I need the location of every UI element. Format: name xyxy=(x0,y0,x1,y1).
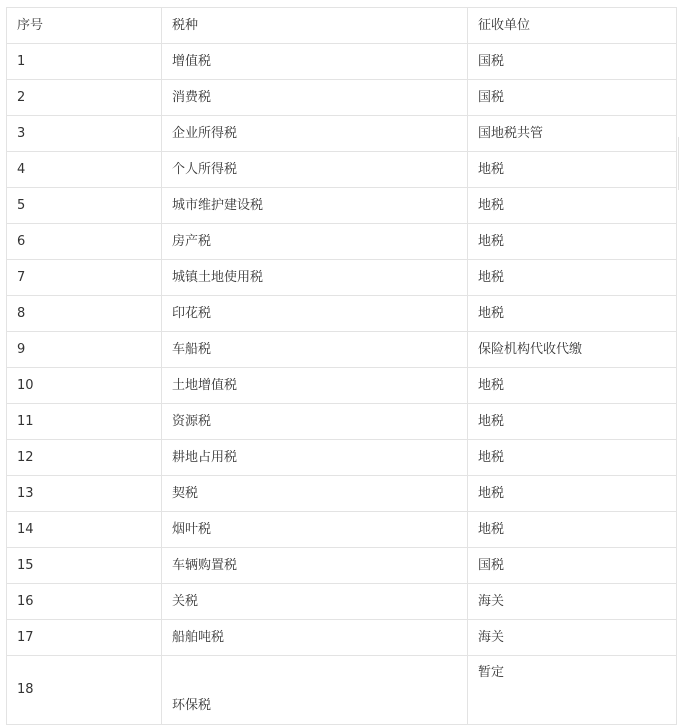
cell-collection-unit: 国税 xyxy=(468,80,677,116)
cell-serial-number: 11 xyxy=(7,404,162,440)
cell-serial-number: 4 xyxy=(7,152,162,188)
cell-collection-unit: 国税 xyxy=(468,44,677,80)
cell-collection-unit: 暂定 xyxy=(468,656,677,725)
cell-tax-type: 契税 xyxy=(162,476,468,512)
cell-collection-unit: 保险机构代收代缴 xyxy=(468,332,677,368)
table-header-row xyxy=(7,8,677,44)
cell-tax-type: 环保税 xyxy=(162,656,468,725)
cell-collection-unit: 地税 xyxy=(468,260,677,296)
table-row xyxy=(7,440,677,476)
cell-serial-number: 12 xyxy=(7,440,162,476)
table-row xyxy=(7,476,677,512)
header-collection-unit: 征收单位 xyxy=(468,8,677,44)
table-row xyxy=(7,296,677,332)
table-row xyxy=(7,332,677,368)
cell-serial-number: 18 xyxy=(7,656,162,725)
table-row xyxy=(7,260,677,296)
cell-collection-unit: 海关 xyxy=(468,584,677,620)
cell-serial-number: 10 xyxy=(7,368,162,404)
cell-serial-number: 14 xyxy=(7,512,162,548)
table-row xyxy=(7,512,677,548)
cell-serial-number: 3 xyxy=(7,116,162,152)
cell-serial-number: 6 xyxy=(7,224,162,260)
cell-collection-unit: 国地税共管 xyxy=(468,116,677,152)
table-row xyxy=(7,152,677,188)
cell-tax-type: 船舶吨税 xyxy=(162,620,468,656)
side-divider xyxy=(678,137,679,190)
cell-collection-unit: 地税 xyxy=(468,404,677,440)
cell-collection-unit: 地税 xyxy=(468,152,677,188)
table-row xyxy=(7,584,677,620)
table-row xyxy=(7,44,677,80)
table-row xyxy=(7,368,677,404)
cell-tax-type: 车船税 xyxy=(162,332,468,368)
table-row xyxy=(7,548,677,584)
table-row xyxy=(7,80,677,116)
table-row xyxy=(7,404,677,440)
header-serial-number: 序号 xyxy=(7,8,162,44)
tax-table xyxy=(6,7,677,725)
cell-tax-type: 城镇土地使用税 xyxy=(162,260,468,296)
cell-collection-unit: 地税 xyxy=(468,368,677,404)
table-row xyxy=(7,620,677,656)
cell-tax-type: 印花税 xyxy=(162,296,468,332)
cell-tax-type: 消费税 xyxy=(162,80,468,116)
cell-serial-number: 17 xyxy=(7,620,162,656)
cell-collection-unit: 地税 xyxy=(468,440,677,476)
cell-tax-type: 房产税 xyxy=(162,224,468,260)
table-row xyxy=(7,224,677,260)
cell-collection-unit: 国税 xyxy=(468,548,677,584)
cell-tax-type: 土地增值税 xyxy=(162,368,468,404)
table-row xyxy=(7,656,677,725)
cell-tax-type: 耕地占用税 xyxy=(162,440,468,476)
cell-collection-unit: 地税 xyxy=(468,512,677,548)
tax-table-container xyxy=(6,7,676,725)
cell-collection-unit: 海关 xyxy=(468,620,677,656)
cell-serial-number: 8 xyxy=(7,296,162,332)
table-row xyxy=(7,116,677,152)
cell-serial-number: 1 xyxy=(7,44,162,80)
cell-collection-unit: 地税 xyxy=(468,224,677,260)
cell-serial-number: 16 xyxy=(7,584,162,620)
cell-tax-type: 关税 xyxy=(162,584,468,620)
table-row xyxy=(7,188,677,224)
header-tax-type: 税种 xyxy=(162,8,468,44)
cell-tax-type: 个人所得税 xyxy=(162,152,468,188)
cell-collection-unit: 地税 xyxy=(468,296,677,332)
cell-tax-type: 资源税 xyxy=(162,404,468,440)
cell-collection-unit: 地税 xyxy=(468,476,677,512)
cell-serial-number: 5 xyxy=(7,188,162,224)
cell-tax-type: 增值税 xyxy=(162,44,468,80)
cell-serial-number: 7 xyxy=(7,260,162,296)
cell-serial-number: 13 xyxy=(7,476,162,512)
cell-tax-type: 企业所得税 xyxy=(162,116,468,152)
cell-serial-number: 9 xyxy=(7,332,162,368)
cell-tax-type: 车辆购置税 xyxy=(162,548,468,584)
cell-tax-type: 烟叶税 xyxy=(162,512,468,548)
cell-serial-number: 15 xyxy=(7,548,162,584)
cell-collection-unit: 地税 xyxy=(468,188,677,224)
cell-tax-type: 城市维护建设税 xyxy=(162,188,468,224)
cell-serial-number: 2 xyxy=(7,80,162,116)
